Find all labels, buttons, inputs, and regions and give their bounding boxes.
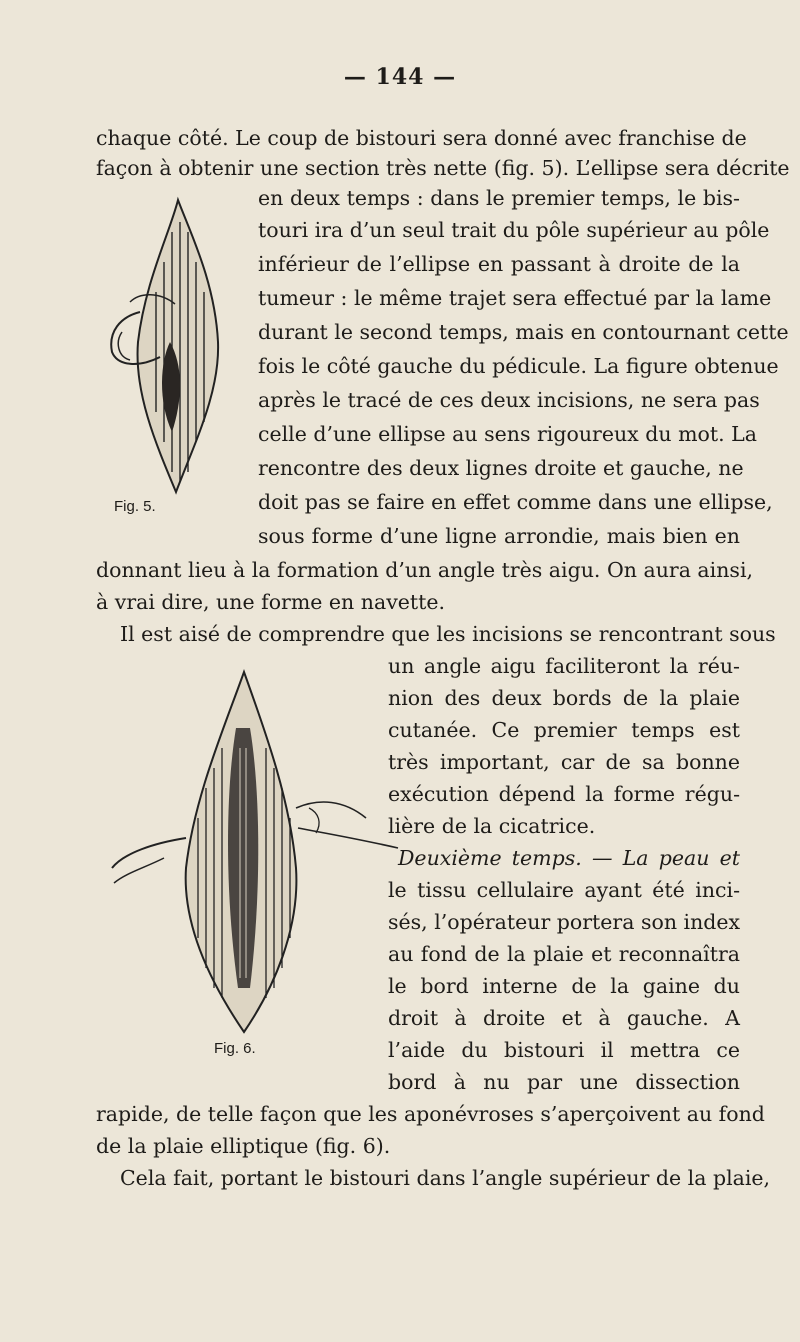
text-line: de la plaie elliptique (fig. 6). xyxy=(96,1134,391,1158)
text-line: droit à droite et à gauche. A xyxy=(388,1006,740,1030)
text-line: celle d’une ellipse au sens rigoureux du mot. La xyxy=(258,422,757,446)
text-line: rencontre des deux lignes droite et gauche, ne xyxy=(258,456,744,480)
figure-5-illustration xyxy=(100,192,250,502)
text-line: touri ira d’un seul trait du pôle supérieur au pôle xyxy=(258,218,770,242)
text-line: chaque côté. Le coup de bistouri sera donné avec franchise de xyxy=(96,126,747,150)
text-line: après le tracé de ces deux incisions, ne sera pas xyxy=(258,388,760,412)
text-line: Cela fait, portant le bistouri dans l’angle supérieur de la plaie, xyxy=(120,1166,771,1190)
text-line: inférieur de l’ellipse en passant à droite de la xyxy=(258,252,740,276)
text-line: très important, car de sa bonne xyxy=(388,750,740,774)
text-line: fois le côté gauche du pédicule. La figure obtenue xyxy=(258,354,779,378)
figure-6-illustration xyxy=(104,668,404,1040)
figure-6-caption: Fig. 6. xyxy=(214,1040,256,1057)
text-line: sés, l’opérateur portera son index xyxy=(388,910,741,934)
text-line: donnant lieu à la formation d’un angle très aigu. On aura ainsi, xyxy=(96,558,754,582)
text-line: rapide, de telle façon que les aponévroses s’aperçoivent au fond xyxy=(96,1102,765,1126)
text-line: durant le second temps, mais en contournant cette xyxy=(258,320,789,344)
section-subheading-text: Deuxième temps. — La peau et xyxy=(398,846,740,870)
text-line: Il est aisé de comprendre que les incisions se rencontrant sous xyxy=(120,622,776,646)
text-line: un angle aigu faciliteront la réu- xyxy=(388,654,740,678)
text-line: exécution dépend la forme régu- xyxy=(388,782,740,806)
text-line: sous forme d’une ligne arrondie, mais bien en xyxy=(258,524,740,548)
figure-5-caption: Fig. 5. xyxy=(114,498,156,515)
text-line: l’aide du bistouri il mettra ce xyxy=(388,1038,740,1062)
text-line: le bord interne de la gaine du xyxy=(388,974,740,998)
text-line xyxy=(398,844,740,872)
text-line: le tissu cellulaire ayant été inci- xyxy=(388,878,740,902)
text-line: lière de la cicatrice. xyxy=(388,814,596,838)
text-line: en deux temps : dans le premier temps, le bis- xyxy=(258,186,740,210)
text-line: au fond de la plaie et reconnaîtra xyxy=(388,942,740,966)
text-line: cutanée. Ce premier temps est xyxy=(388,718,740,742)
text-line: bord à nu par une dissection xyxy=(388,1070,740,1094)
text-line: nion des deux bords de la plaie xyxy=(388,686,740,710)
page-number-header: — 144 — xyxy=(343,64,457,90)
text-line: tumeur : le même trajet sera effectué par la lame xyxy=(258,286,772,310)
text-line: doit pas se faire en effet comme dans une ellipse, xyxy=(258,490,773,514)
text-line: à vrai dire, une forme en navette. xyxy=(96,590,446,614)
text-line: façon à obtenir une section très nette (fig. 5). L’ellipse sera décrite xyxy=(96,156,790,180)
